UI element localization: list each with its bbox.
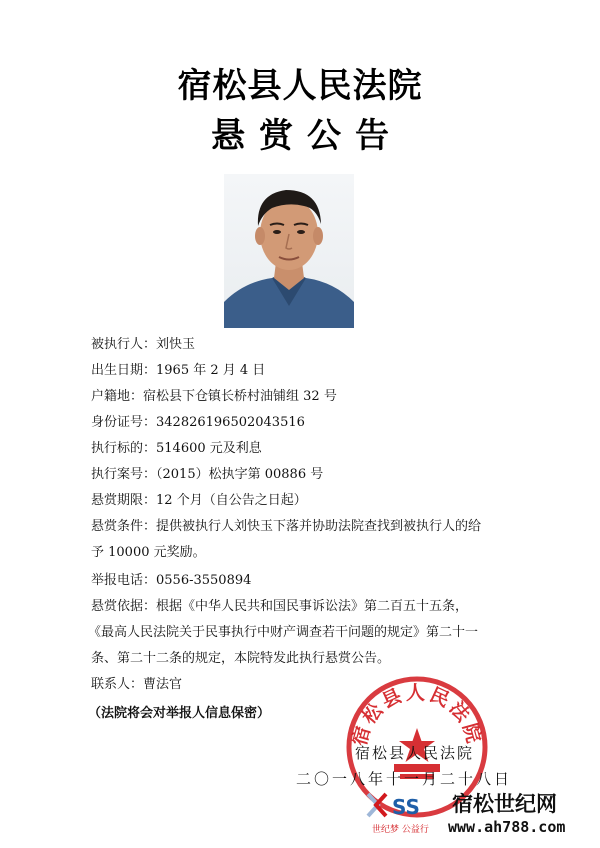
field-execution-amount: 执行标的：514600 元及利息 [91, 441, 262, 456]
confidentiality-note: （法院将会对举报人信息保密） [88, 706, 271, 721]
field-id-number: 身份证号：342826196502043516 [91, 415, 305, 430]
field-birth-date: 出生日期：1965 年 2 月 4 日 [91, 363, 266, 378]
field-reward-conditions-cont: 予 10000 元奖励。 [91, 545, 206, 560]
watermark-brand: 宿松世纪网 [452, 792, 557, 816]
field-report-phone: 举报电话：0556-3550894 [91, 573, 252, 588]
watermark-slogan: 世纪梦 公益行 [372, 825, 429, 835]
field-reward-period: 悬赏期限：12 个月（自公告之日起） [91, 493, 307, 508]
suspect-photo [224, 174, 354, 328]
field-case-number: 执行案号：（2015）松执字第 00886 号 [91, 467, 324, 482]
page-subtitle: 悬赏公告 [211, 116, 403, 156]
watermark-logo-icon [366, 790, 436, 820]
field-executed-person: 被执行人：刘快玉 [91, 337, 196, 352]
watermark-url: www.ah788.com [448, 818, 566, 836]
svg-text:SS: SS [392, 795, 420, 819]
field-contact-person: 联系人：曹法官 [91, 677, 183, 692]
field-reward-conditions: 悬赏条件：提供被执行人刘快玉下落并协助法院查找到被执行人的给 [91, 519, 482, 534]
page-title: 宿松县人民法院 [177, 66, 423, 106]
field-reward-basis-cont2: 条、第二十二条的规定，本院特发此执行悬赏公告。 [91, 651, 391, 666]
field-reward-basis-cont1: 《最高人民法院关于民事执行中财产调查若干问题的规定》第二十一 [88, 625, 479, 640]
field-reward-basis: 悬赏依据：根据《中华人民共和国民事诉讼法》第二百五十五条， [91, 599, 469, 614]
signing-court: 宿松县人民法院 [355, 744, 475, 762]
field-household-address: 户籍地：宿松县下仓镇长桥村油铺组 32 号 [91, 389, 337, 404]
issue-date: 二〇一八年十一月二十八日 [296, 770, 513, 788]
seal-text: 宿松县人民法院 [348, 682, 486, 749]
